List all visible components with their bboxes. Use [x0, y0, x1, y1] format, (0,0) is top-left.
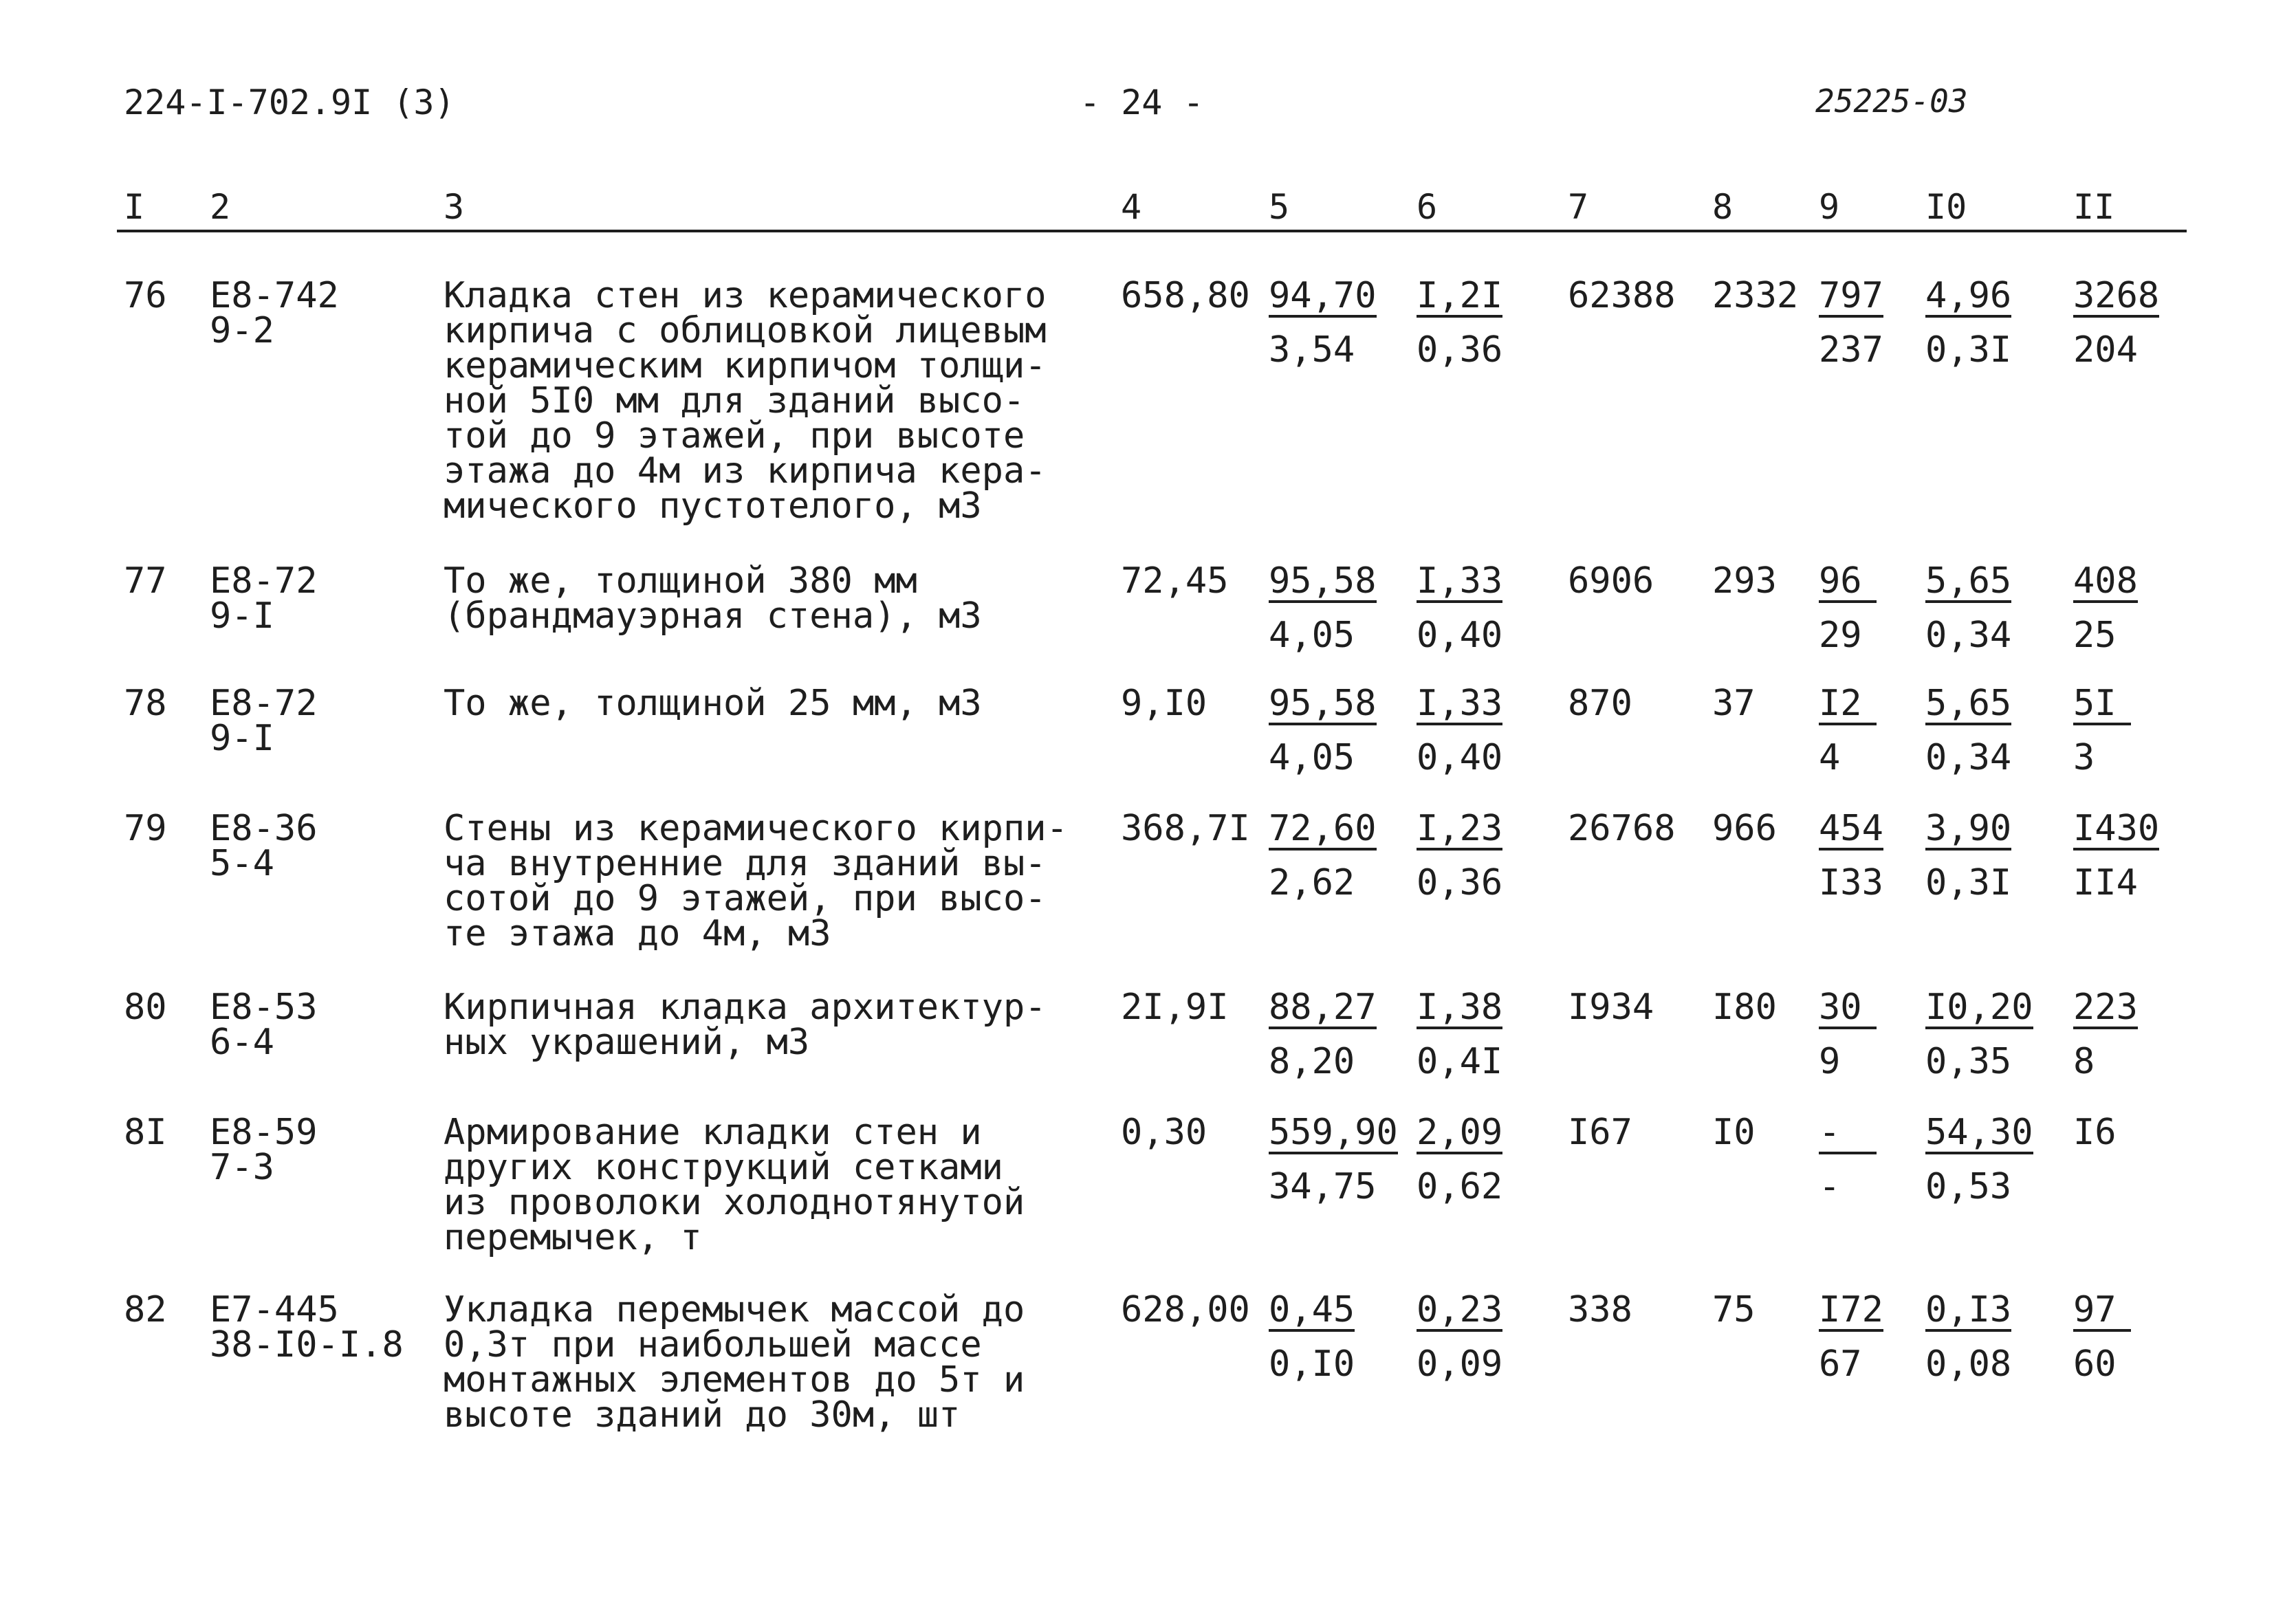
fraction-top: I0,20 — [1925, 987, 2033, 1028]
value-col-7: I67 — [1568, 1112, 1632, 1153]
fraction-top: 223 — [2073, 987, 2138, 1028]
fraction-bottom: 0,36 — [1417, 862, 1503, 903]
fraction-bottom: 0,3I — [1925, 329, 2012, 371]
fraction-bottom: 60 — [2073, 1343, 2117, 1385]
value-col-7: 6906 — [1568, 560, 1654, 602]
rate-code-sub: 38-I0-I.8 — [210, 1324, 404, 1365]
fraction-col-10 — [1925, 275, 2012, 371]
quantity: 72,45 — [1121, 560, 1229, 602]
work-description: Стены из керамического кирпи- ча внутренние для зданий вы- сотой до 9 этажей, при высо- те этажа до 4м, м3 — [444, 808, 1068, 954]
fraction-bottom: 0,08 — [1925, 1343, 2012, 1385]
fraction-col-5 — [1269, 808, 1377, 903]
fraction-top: I,38 — [1417, 987, 1503, 1028]
fraction-top: 5I — [2073, 686, 2131, 725]
value-col-8: 75 — [1712, 1289, 1756, 1330]
fraction-col-5 — [1269, 683, 1377, 778]
fraction-col-5 — [1269, 987, 1377, 1082]
fraction-bottom: - — [1819, 1166, 1841, 1207]
fraction-top: I,23 — [1417, 808, 1503, 849]
fraction-bottom: 0,4I — [1417, 1041, 1503, 1082]
value-col-7: 26768 — [1568, 808, 1676, 849]
header-rule — [117, 230, 2187, 232]
fraction-col-10 — [1925, 1112, 2033, 1207]
fraction-top: 3268 — [2073, 275, 2160, 316]
fraction-top: 4,96 — [1925, 275, 2012, 316]
value-col-7: 338 — [1568, 1289, 1632, 1330]
fraction-bottom: I33 — [1819, 862, 1883, 903]
fraction-top: 96 — [1819, 564, 1877, 603]
fraction-col-11 — [2073, 987, 2138, 1082]
fraction-bottom: 67 — [1819, 1343, 1862, 1385]
work-description: Армирование кладки стен и других конструкций сетками из проволоки холоднотянутой перемычек, т — [444, 1112, 1025, 1258]
fraction-top: I2 — [1819, 686, 1877, 725]
rate-code-sub: 9-I — [210, 718, 274, 759]
work-description: То же, толщиной 25 мм, м3 — [444, 683, 982, 724]
value-col-11: I6 — [2073, 1112, 2117, 1153]
row-number: 8I — [124, 1112, 167, 1153]
value-col-8: I80 — [1712, 987, 1777, 1028]
quantity: 9,I0 — [1121, 683, 1207, 724]
fraction-bottom: 29 — [1819, 615, 1862, 656]
column-header-10: I0 — [1925, 187, 1967, 227]
column-header-11: II — [2073, 187, 2115, 227]
column-header-2: 2 — [210, 187, 231, 227]
fraction-top: 0,45 — [1269, 1289, 1355, 1330]
fraction-col-10 — [1925, 808, 2012, 903]
rate-code-sub: 6-4 — [210, 1022, 274, 1063]
fraction-col-6 — [1417, 683, 1503, 778]
fraction-top: 3,90 — [1925, 808, 2012, 849]
fraction-bottom: 237 — [1819, 329, 1883, 371]
column-header-1: I — [124, 187, 145, 227]
quantity: 658,80 — [1121, 275, 1250, 316]
quantity: 628,00 — [1121, 1289, 1250, 1330]
work-description: То же, толщиной 380 мм (брандмауэрная стена), м3 — [444, 560, 982, 637]
column-header-8: 8 — [1712, 187, 1734, 227]
value-col-8: 293 — [1712, 560, 1777, 602]
fraction-bottom: 9 — [1819, 1041, 1841, 1082]
value-col-8: 2332 — [1712, 275, 1799, 316]
fraction-bottom: 0,53 — [1925, 1166, 2012, 1207]
fraction-bottom: 0,62 — [1417, 1166, 1503, 1207]
value-col-8: I0 — [1712, 1112, 1756, 1153]
rate-code: E8-36 — [210, 808, 318, 849]
fraction-col-6 — [1417, 275, 1503, 371]
fraction-col-10 — [1925, 560, 2012, 656]
fraction-top: 559,90 — [1269, 1112, 1398, 1153]
quantity: 2I,9I — [1121, 987, 1229, 1028]
rate-code: E8-72 — [210, 683, 318, 724]
fraction-col-9 — [1819, 987, 1877, 1082]
fraction-col-6 — [1417, 1289, 1503, 1385]
column-header-9: 9 — [1819, 187, 1840, 227]
rate-code: E8-59 — [210, 1112, 318, 1153]
fraction-bottom: 3 — [2073, 737, 2095, 778]
fraction-col-9 — [1819, 1112, 1877, 1207]
fraction-bottom: 0,34 — [1925, 615, 2012, 656]
fraction-bottom: 4,05 — [1269, 737, 1355, 778]
fraction-top: 2,09 — [1417, 1112, 1503, 1153]
fraction-col-11 — [2073, 808, 2160, 903]
archive-number: 25225-03 — [1815, 83, 1968, 120]
rate-code: E8-72 — [210, 560, 318, 602]
fraction-bottom: 0,34 — [1925, 737, 2012, 778]
fraction-col-10 — [1925, 987, 2033, 1082]
fraction-top: 5,65 — [1925, 560, 2012, 602]
fraction-col-9 — [1819, 275, 1883, 371]
column-header-7: 7 — [1568, 187, 1589, 227]
rate-code: E7-445 — [210, 1289, 339, 1330]
work-description: Кирпичная кладка архитектур- ных украшений, м3 — [444, 987, 1047, 1063]
fraction-bottom: 0,40 — [1417, 615, 1503, 656]
value-col-8: 37 — [1712, 683, 1756, 724]
fraction-bottom: 8,20 — [1269, 1041, 1355, 1082]
fraction-col-6 — [1417, 987, 1503, 1082]
fraction-bottom: 25 — [2073, 615, 2117, 656]
fraction-top: 0,23 — [1417, 1289, 1503, 1330]
fraction-bottom: 2,62 — [1269, 862, 1355, 903]
document-code: 224-I-702.9I (3) — [124, 83, 455, 122]
fraction-bottom: II4 — [2073, 862, 2138, 903]
fraction-col-5 — [1269, 1112, 1398, 1207]
fraction-bottom: 3,54 — [1269, 329, 1355, 371]
fraction-col-5 — [1269, 275, 1377, 371]
fraction-col-11 — [2073, 1289, 2131, 1385]
fraction-bottom: 0,I0 — [1269, 1343, 1355, 1385]
column-header-6: 6 — [1417, 187, 1438, 227]
fraction-col-6 — [1417, 1112, 1503, 1207]
fraction-bottom: 4 — [1819, 737, 1841, 778]
fraction-top: I,2I — [1417, 275, 1503, 316]
fraction-col-11 — [2073, 683, 2131, 778]
quantity: 0,30 — [1121, 1112, 1207, 1153]
work-description: Кладка стен из керамического кирпича с облицовкой лицевым керамическим кирпичом толщи- ной 5I0 мм для зданий высо- той до 9 этажей, при высоте этажа до 4м из кирпича кера- мического пустотелого, м3 — [444, 275, 1047, 527]
fraction-top: 5,65 — [1925, 683, 2012, 724]
fraction-bottom: 0,40 — [1417, 737, 1503, 778]
fraction-col-10 — [1925, 1289, 2012, 1385]
fraction-bottom: 0,36 — [1417, 329, 1503, 371]
rate-code-sub: 5-4 — [210, 843, 274, 884]
rate-code-sub: 9-2 — [210, 310, 274, 351]
fraction-top: 94,70 — [1269, 275, 1377, 316]
fraction-col-9 — [1819, 808, 1883, 903]
value-col-7: I934 — [1568, 987, 1654, 1028]
rate-code-sub: 7-3 — [210, 1147, 274, 1188]
row-number: 80 — [124, 987, 167, 1028]
fraction-bottom: 0,09 — [1417, 1343, 1503, 1385]
fraction-col-5 — [1269, 1289, 1355, 1385]
fraction-top: 454 — [1819, 808, 1883, 849]
fraction-top: 0,I3 — [1925, 1289, 2012, 1330]
fraction-col-9 — [1819, 1289, 1883, 1385]
fraction-col-10 — [1925, 683, 2012, 778]
fraction-top: 408 — [2073, 560, 2138, 602]
fraction-top: 97 — [2073, 1293, 2131, 1332]
fraction-top: 54,30 — [1925, 1112, 2033, 1153]
fraction-bottom: 34,75 — [1269, 1166, 1377, 1207]
quantity: 368,7I — [1121, 808, 1250, 849]
fraction-col-6 — [1417, 808, 1503, 903]
fraction-bottom: 0,3I — [1925, 862, 2012, 903]
fraction-top: 797 — [1819, 275, 1883, 316]
fraction-col-11 — [2073, 275, 2160, 371]
fraction-top: - — [1819, 1115, 1877, 1154]
value-col-7: 870 — [1568, 683, 1632, 724]
fraction-top: 30 — [1819, 990, 1877, 1029]
fraction-top: 88,27 — [1269, 987, 1377, 1028]
rate-code: E8-742 — [210, 275, 339, 316]
rate-code-sub: 9-I — [210, 595, 274, 637]
fraction-bottom: 0,35 — [1925, 1041, 2012, 1082]
row-number: 79 — [124, 808, 167, 849]
fraction-bottom: 4,05 — [1269, 615, 1355, 656]
fraction-bottom: 204 — [2073, 329, 2138, 371]
value-col-8: 966 — [1712, 808, 1777, 849]
fraction-bottom: 8 — [2073, 1041, 2095, 1082]
fraction-col-5 — [1269, 560, 1377, 656]
row-number: 78 — [124, 683, 167, 724]
column-header-3: 3 — [444, 187, 465, 227]
fraction-col-9 — [1819, 560, 1877, 656]
page-number: - 24 - — [1080, 83, 1204, 122]
fraction-top: 95,58 — [1269, 683, 1377, 724]
fraction-top: I,33 — [1417, 560, 1503, 602]
rate-code: E8-53 — [210, 987, 318, 1028]
fraction-col-6 — [1417, 560, 1503, 656]
fraction-col-9 — [1819, 683, 1877, 778]
fraction-top: I430 — [2073, 808, 2160, 849]
work-description: Укладка перемычек массой до 0,3т при наибольшей массе монтажных элементов до 5т и высоте зданий до 30м, шт — [444, 1289, 1025, 1436]
fraction-col-11 — [2073, 560, 2138, 656]
fraction-top: 72,60 — [1269, 808, 1377, 849]
fraction-top: 95,58 — [1269, 560, 1377, 602]
column-header-4: 4 — [1121, 187, 1142, 227]
row-number: 76 — [124, 275, 167, 316]
column-header-5: 5 — [1269, 187, 1290, 227]
row-number: 77 — [124, 560, 167, 602]
value-col-7: 62388 — [1568, 275, 1676, 316]
fraction-top: I,33 — [1417, 683, 1503, 724]
row-number: 82 — [124, 1289, 167, 1330]
fraction-top: I72 — [1819, 1289, 1883, 1330]
